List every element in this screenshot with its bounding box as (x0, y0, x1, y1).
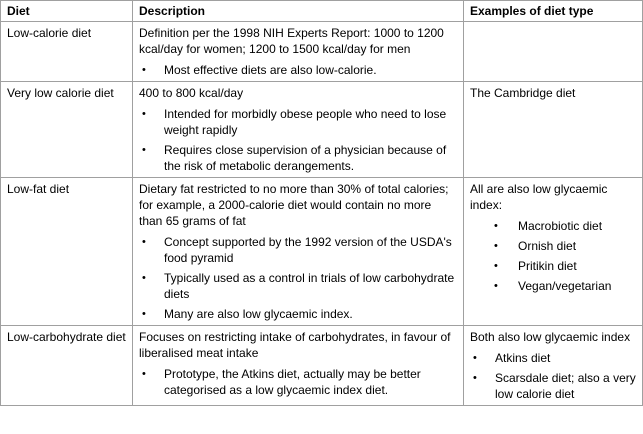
examples-text: The Cambridge diet (470, 86, 576, 100)
bullet-icon: • (473, 372, 477, 384)
bullet-list (470, 350, 636, 402)
list-item-text: Many are also low glycaemic index. (164, 307, 353, 321)
examples-cell (464, 22, 643, 82)
list-item (470, 370, 636, 402)
examples-cell (464, 178, 643, 326)
list-item-text: Concept supported by the 1992 version of the USDA's food pyramid (164, 235, 452, 265)
list-item-text: Intended for morbidly obese people who need to lose weight rapidly (164, 107, 447, 137)
header-examples: Examples of diet type (464, 1, 643, 22)
description-text: Focuses on restricting intake of carbohydrates, in favour of liberalised meat intake (139, 330, 451, 360)
list-item-text: Vegan/vegetarian (518, 279, 612, 293)
bullet-list (470, 218, 636, 294)
list-item (139, 62, 457, 78)
bullet-icon: • (494, 240, 498, 252)
header-diet: Diet (1, 1, 133, 22)
list-item (139, 366, 457, 398)
description-cell (133, 178, 464, 326)
bullet-list (139, 62, 457, 78)
bullet-list (139, 234, 457, 322)
header-row (1, 1, 643, 22)
diet-cell: Low-calorie diet (1, 22, 133, 82)
bullet-icon: • (494, 260, 498, 272)
examples-cell (464, 82, 643, 178)
table-row (1, 326, 643, 406)
list-item-text: Macrobiotic diet (518, 219, 603, 233)
list-item (470, 350, 636, 366)
bullet-icon: • (494, 280, 498, 292)
bullet-icon: • (142, 308, 146, 320)
bullet-list (139, 106, 457, 174)
list-item-text: Requires close supervision of a physician because of the risk of metabolic derangements. (164, 143, 447, 173)
list-item-text: Pritikin diet (518, 259, 577, 273)
list-item (139, 306, 457, 322)
description-text: 400 to 800 kcal/day (139, 86, 244, 100)
description-cell (133, 326, 464, 406)
bullet-icon: • (494, 220, 498, 232)
bullet-icon: • (142, 236, 146, 248)
list-item-text: Most effective diets are also low-calorie. (164, 63, 377, 77)
list-item-text: Ornish diet (518, 239, 577, 253)
description-text: Dietary fat restricted to no more than 30% of total calories; for example, a 2000-calorie diet would contain no more than 65 grams of fat (139, 182, 449, 228)
list-item (139, 234, 457, 266)
list-item-text: Atkins diet (495, 351, 551, 365)
header-description: Description (133, 1, 464, 22)
bullet-icon: • (142, 108, 146, 120)
description-cell (133, 22, 464, 82)
list-item-text: Scarsdale diet; also a very low calorie diet (495, 371, 636, 401)
diet-cell: Low-fat diet (1, 178, 133, 326)
description-cell (133, 82, 464, 178)
examples-cell (464, 326, 643, 406)
list-item (139, 270, 457, 302)
table-row (1, 82, 643, 178)
description-text: Definition per the 1998 NIH Experts Report: 1000 to 1200 kcal/day for women; 1200 to 1500 kcal/day for men (139, 26, 444, 56)
diet-cell: Very low calorie diet (1, 82, 133, 178)
list-item-text: Prototype, the Atkins diet, actually may be better categorised as a low glycaemic index diet. (164, 367, 421, 397)
bullet-icon: • (473, 352, 477, 364)
table-body (1, 22, 643, 406)
bullet-icon: • (142, 64, 146, 76)
bullet-icon: • (142, 144, 146, 156)
bullet-list (139, 366, 457, 398)
list-item-text: Typically used as a control in trials of low carbohydrate diets (164, 271, 455, 301)
list-item (470, 238, 636, 254)
table-row (1, 178, 643, 326)
list-item (470, 278, 636, 294)
list-item (470, 258, 636, 274)
list-item (470, 218, 636, 234)
examples-text: All are also low glycaemic index: (470, 182, 608, 212)
bullet-icon: • (142, 272, 146, 284)
list-item (139, 142, 457, 174)
table-row (1, 22, 643, 82)
bullet-icon: • (142, 368, 146, 380)
diet-cell: Low-carbohydrate diet (1, 326, 133, 406)
list-item (139, 106, 457, 138)
examples-text: Both also low glycaemic index (470, 330, 631, 344)
